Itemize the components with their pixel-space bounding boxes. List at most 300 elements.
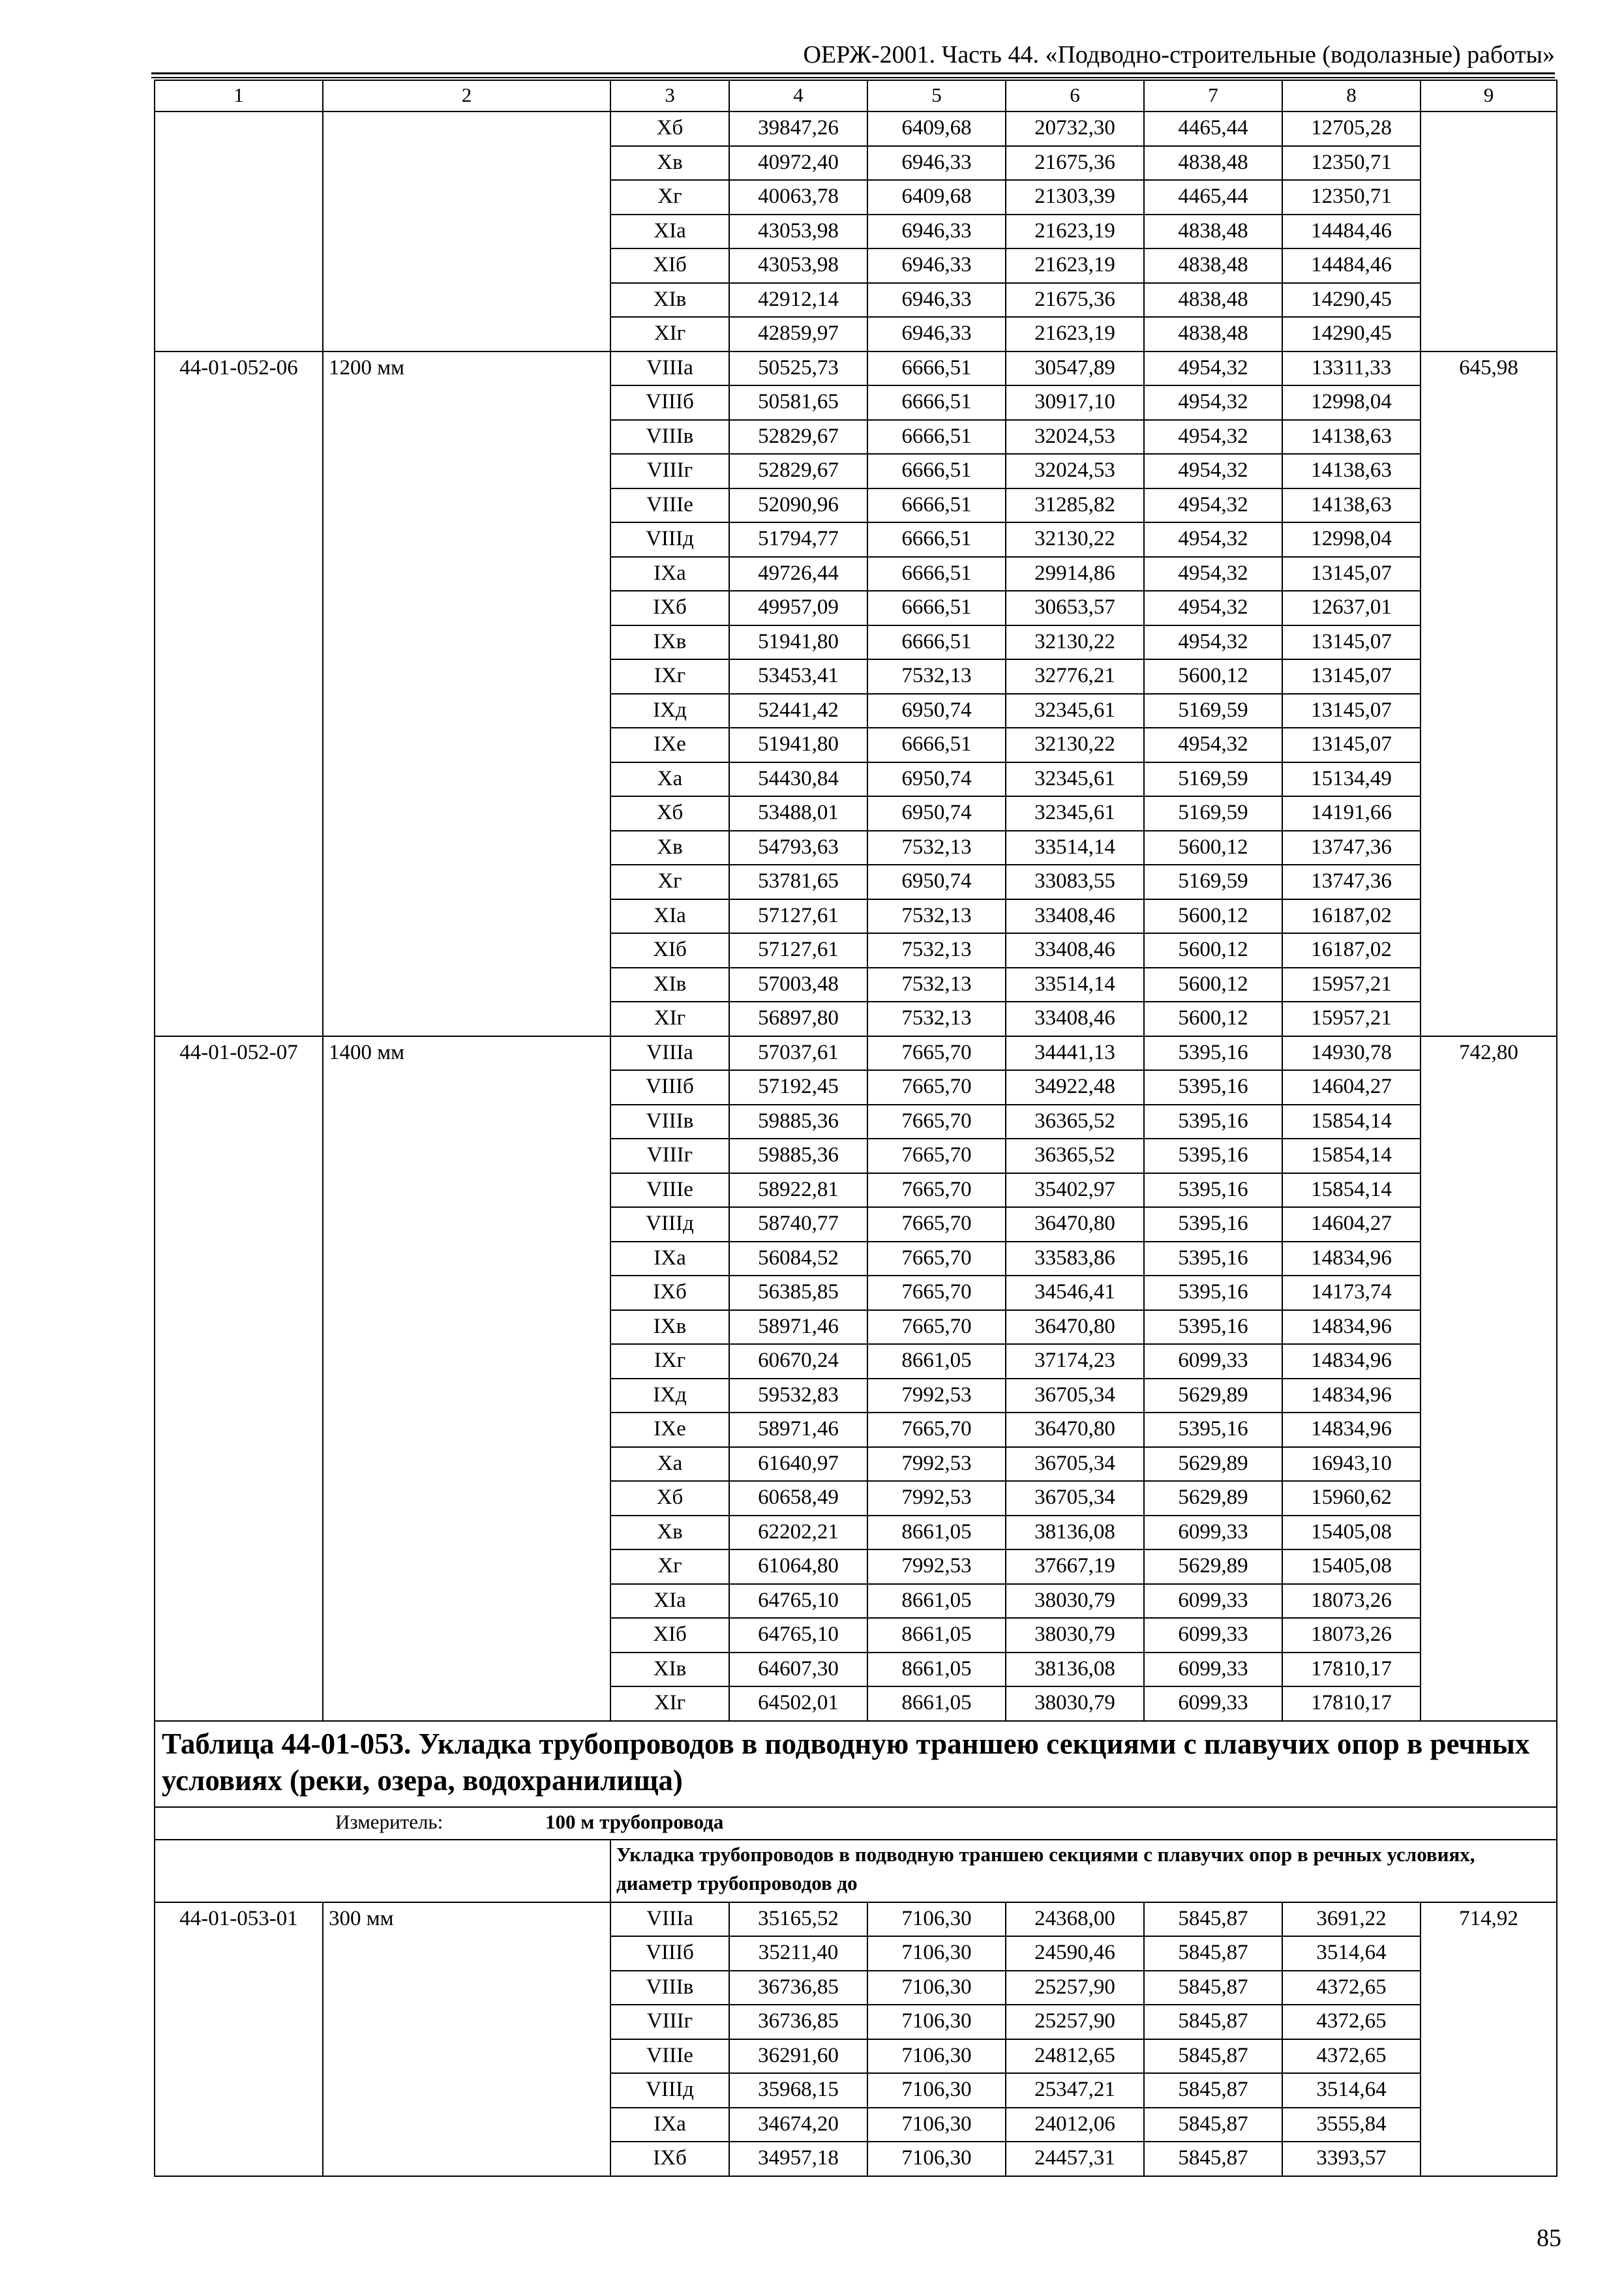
value-cell: 4372,65	[1282, 2005, 1421, 2039]
value-cell: 33408,46	[1006, 933, 1144, 968]
header-rule	[151, 72, 1555, 74]
value-cell: 4465,44	[1144, 112, 1282, 146]
category-cell: IХа	[610, 2108, 729, 2142]
category-cell: Хб	[610, 796, 729, 831]
value-cell: 53488,01	[729, 796, 867, 831]
value-cell: 30547,89	[1006, 352, 1144, 386]
value-cell: 60658,49	[729, 1481, 867, 1516]
value-cell: 14290,45	[1282, 283, 1421, 318]
value-cell: 36365,52	[1006, 1139, 1144, 1173]
value-cell: 15960,62	[1282, 1481, 1421, 1516]
category-cell: VIIIд	[610, 522, 729, 557]
value-cell: 15405,08	[1282, 1516, 1421, 1550]
value-cell: 32130,22	[1006, 728, 1144, 762]
value-cell: 21675,36	[1006, 283, 1144, 318]
value-cell: 6099,33	[1144, 1344, 1282, 1379]
column-number: 6	[1006, 80, 1144, 112]
value-cell: 5395,16	[1144, 1207, 1282, 1242]
value-cell: 14834,96	[1282, 1379, 1421, 1413]
value-cell: 33408,46	[1006, 1002, 1144, 1036]
category-cell: VIIIе	[610, 2039, 729, 2074]
category-cell: Хг	[610, 1549, 729, 1584]
description-spacer	[155, 1840, 610, 1902]
extra-value: 714,92	[1421, 1902, 1557, 2176]
value-cell: 38136,08	[1006, 1516, 1144, 1550]
value-cell: 51941,80	[729, 728, 867, 762]
value-cell: 59885,36	[729, 1105, 867, 1139]
value-cell: 7992,53	[867, 1379, 1006, 1413]
value-cell: 14191,66	[1282, 796, 1421, 831]
value-cell: 6099,33	[1144, 1584, 1282, 1619]
table-row	[155, 352, 1557, 386]
value-cell: 7106,30	[867, 2005, 1006, 2039]
category-cell: XIб	[610, 248, 729, 283]
value-cell: 18073,26	[1282, 1584, 1421, 1619]
value-cell: 5845,87	[1144, 2073, 1282, 2108]
value-cell: 4954,32	[1144, 385, 1282, 420]
value-cell: 60670,24	[729, 1344, 867, 1379]
value-cell: 3555,84	[1282, 2108, 1421, 2142]
category-cell: XIв	[610, 1653, 729, 1687]
value-cell: 13145,07	[1282, 728, 1421, 762]
value-cell: 7106,30	[867, 2108, 1006, 2142]
category-cell: IХв	[610, 1310, 729, 1345]
category-cell: VIIIг	[610, 2005, 729, 2039]
category-cell: XIб	[610, 933, 729, 968]
value-cell: 5600,12	[1144, 899, 1282, 934]
value-cell: 7532,13	[867, 968, 1006, 1002]
value-cell: 14484,46	[1282, 215, 1421, 249]
category-cell: VIIIе	[610, 1173, 729, 1208]
value-cell: 6666,51	[867, 385, 1006, 420]
category-cell: IХг	[610, 1344, 729, 1379]
value-cell: 59885,36	[729, 1139, 867, 1173]
category-cell: VIIIд	[610, 1207, 729, 1242]
value-cell: 34674,20	[729, 2108, 867, 2142]
value-cell: 5845,87	[1144, 2108, 1282, 2142]
category-cell: VIIIа	[610, 352, 729, 386]
value-cell: 8661,05	[867, 1344, 1006, 1379]
category-cell: IХг	[610, 659, 729, 694]
category-cell: XIв	[610, 283, 729, 318]
category-cell: IХб	[610, 2142, 729, 2176]
value-cell: 33514,14	[1006, 968, 1144, 1002]
value-cell: 7106,30	[867, 2039, 1006, 2074]
value-cell: 12350,71	[1282, 180, 1421, 215]
value-cell: 5169,59	[1144, 865, 1282, 899]
value-cell: 5600,12	[1144, 831, 1282, 865]
value-cell: 31285,82	[1006, 488, 1144, 523]
value-cell: 33408,46	[1006, 899, 1144, 934]
measure-label: Измеритель:	[335, 1810, 444, 1833]
value-cell: 42912,14	[729, 283, 867, 318]
value-cell: 6099,33	[1144, 1618, 1282, 1653]
value-cell: 32130,22	[1006, 522, 1144, 557]
value-cell: 17810,17	[1282, 1686, 1421, 1721]
column-number: 3	[610, 80, 729, 112]
value-cell: 56385,85	[729, 1276, 867, 1310]
value-cell: 15957,21	[1282, 1002, 1421, 1036]
value-cell: 64765,10	[729, 1584, 867, 1619]
value-cell: 57127,61	[729, 933, 867, 968]
pipe-diameter-cont	[323, 112, 610, 352]
value-cell: 14138,63	[1282, 488, 1421, 523]
description-row	[155, 1840, 1557, 1902]
value-cell: 5845,87	[1144, 1971, 1282, 2005]
value-cell: 57003,48	[729, 968, 867, 1002]
value-cell: 7106,30	[867, 2073, 1006, 2108]
value-cell: 7106,30	[867, 1936, 1006, 1971]
value-cell: 38030,79	[1006, 1618, 1144, 1653]
value-cell: 7665,70	[867, 1310, 1006, 1345]
value-cell: 7532,13	[867, 933, 1006, 968]
value-cell: 15854,14	[1282, 1105, 1421, 1139]
value-cell: 4954,32	[1144, 557, 1282, 591]
category-cell: VIIIв	[610, 1105, 729, 1139]
value-cell: 13145,07	[1282, 659, 1421, 694]
value-cell: 21623,19	[1006, 248, 1144, 283]
value-cell: 4838,48	[1144, 146, 1282, 181]
category-cell: IХд	[610, 1379, 729, 1413]
value-cell: 8661,05	[867, 1686, 1006, 1721]
value-cell: 21623,19	[1006, 215, 1144, 249]
value-cell: 56897,80	[729, 1002, 867, 1036]
value-cell: 24012,06	[1006, 2108, 1144, 2142]
value-cell: 33083,55	[1006, 865, 1144, 899]
value-cell: 5845,87	[1144, 2005, 1282, 2039]
running-header: ОЕРЖ-2001. Часть 44. «Подводно-строительные (водолазные) работы»	[803, 41, 1555, 68]
value-cell: 13747,36	[1282, 865, 1421, 899]
value-cell: 35211,40	[729, 1936, 867, 1971]
value-cell: 6666,51	[867, 488, 1006, 523]
value-cell: 58971,46	[729, 1413, 867, 1447]
value-cell: 5629,89	[1144, 1379, 1282, 1413]
value-cell: 43053,98	[729, 215, 867, 249]
value-cell: 7532,13	[867, 659, 1006, 694]
value-cell: 53781,65	[729, 865, 867, 899]
value-cell: 3514,64	[1282, 1936, 1421, 1971]
value-cell: 7992,53	[867, 1447, 1006, 1482]
value-cell: 8661,05	[867, 1516, 1006, 1550]
value-cell: 6946,33	[867, 146, 1006, 181]
value-cell: 24457,31	[1006, 2142, 1144, 2176]
column-number: 8	[1282, 80, 1421, 112]
value-cell: 4465,44	[1144, 180, 1282, 215]
category-cell: VIIIб	[610, 385, 729, 420]
value-cell: 58922,81	[729, 1173, 867, 1208]
category-cell: Хв	[610, 831, 729, 865]
value-cell: 37174,23	[1006, 1344, 1144, 1379]
value-cell: 21675,36	[1006, 146, 1144, 181]
measure-cell	[155, 1807, 1557, 1840]
value-cell: 52829,67	[729, 420, 867, 455]
value-cell: 6666,51	[867, 454, 1006, 488]
column-number: 1	[155, 80, 323, 112]
value-cell: 7665,70	[867, 1105, 1006, 1139]
value-cell: 56084,52	[729, 1242, 867, 1276]
value-cell: 6666,51	[867, 728, 1006, 762]
value-cell: 5169,59	[1144, 762, 1282, 797]
value-cell: 42859,97	[729, 317, 867, 352]
value-cell: 57127,61	[729, 899, 867, 934]
table-row	[155, 112, 1557, 146]
category-cell: VIIIг	[610, 454, 729, 488]
value-cell: 15134,49	[1282, 762, 1421, 797]
value-cell: 7106,30	[867, 1902, 1006, 1937]
value-cell: 5395,16	[1144, 1173, 1282, 1208]
value-cell: 24590,46	[1006, 1936, 1144, 1971]
value-cell: 36705,34	[1006, 1481, 1144, 1516]
value-cell: 7665,70	[867, 1276, 1006, 1310]
rate-code: 44-01-052-07	[155, 1036, 323, 1721]
value-cell: 6666,51	[867, 352, 1006, 386]
value-cell: 20732,30	[1006, 112, 1144, 146]
value-cell: 4838,48	[1144, 215, 1282, 249]
value-cell: 43053,98	[729, 248, 867, 283]
value-cell: 7532,13	[867, 899, 1006, 934]
value-cell: 61064,80	[729, 1549, 867, 1584]
value-cell: 54430,84	[729, 762, 867, 797]
value-cell: 4838,48	[1144, 317, 1282, 352]
value-cell: 6950,74	[867, 694, 1006, 728]
value-cell: 38136,08	[1006, 1653, 1144, 1687]
value-cell: 5600,12	[1144, 659, 1282, 694]
value-cell: 51794,77	[729, 522, 867, 557]
category-cell: Хб	[610, 112, 729, 146]
category-cell: XIа	[610, 215, 729, 249]
value-cell: 32130,22	[1006, 625, 1144, 660]
value-cell: 3691,22	[1282, 1902, 1421, 1937]
category-cell: VIIIд	[610, 2073, 729, 2108]
value-cell: 5629,89	[1144, 1447, 1282, 1482]
value-cell: 38030,79	[1006, 1686, 1144, 1721]
value-cell: 36365,52	[1006, 1105, 1144, 1139]
value-cell: 37667,19	[1006, 1549, 1144, 1584]
value-cell: 7106,30	[867, 2142, 1006, 2176]
value-cell: 5600,12	[1144, 968, 1282, 1002]
category-cell: IХа	[610, 557, 729, 591]
value-cell: 5395,16	[1144, 1242, 1282, 1276]
value-cell: 32345,61	[1006, 694, 1144, 728]
category-cell: Хг	[610, 180, 729, 215]
header-rule-thin	[151, 77, 1555, 78]
value-cell: 3514,64	[1282, 2073, 1421, 2108]
value-cell: 15405,08	[1282, 1549, 1421, 1584]
category-cell: VIIIг	[610, 1139, 729, 1173]
rate-code: 44-01-052-06	[155, 352, 323, 1036]
value-cell: 36470,80	[1006, 1413, 1144, 1447]
value-cell: 58971,46	[729, 1310, 867, 1345]
value-cell: 6946,33	[867, 215, 1006, 249]
value-cell: 14834,96	[1282, 1344, 1421, 1379]
measure-row	[155, 1807, 1557, 1840]
value-cell: 5600,12	[1144, 1002, 1282, 1036]
value-cell: 32776,21	[1006, 659, 1144, 694]
value-cell: 6950,74	[867, 762, 1006, 797]
rate-code: 44-01-053-01	[155, 1902, 323, 2176]
value-cell: 18073,26	[1282, 1618, 1421, 1653]
value-cell: 15854,14	[1282, 1173, 1421, 1208]
value-cell: 5169,59	[1144, 694, 1282, 728]
value-cell: 12998,04	[1282, 522, 1421, 557]
value-cell: 14173,74	[1282, 1276, 1421, 1310]
value-cell: 14484,46	[1282, 248, 1421, 283]
category-cell: IХе	[610, 1413, 729, 1447]
value-cell: 36736,85	[729, 2005, 867, 2039]
value-cell: 35165,52	[729, 1902, 867, 1937]
value-cell: 6666,51	[867, 557, 1006, 591]
value-cell: 32024,53	[1006, 454, 1144, 488]
column-number: 9	[1421, 80, 1557, 112]
table-title: Таблица 44-01-053. Укладка трубопроводов в подводную траншею секциями с плавучих опор в речных условиях (реки, озера, водохранилища)	[155, 1721, 1557, 1807]
value-cell: 49726,44	[729, 557, 867, 591]
value-cell: 25257,90	[1006, 1971, 1144, 2005]
value-cell: 32345,61	[1006, 796, 1144, 831]
value-cell: 6946,33	[867, 248, 1006, 283]
value-cell: 53453,41	[729, 659, 867, 694]
value-cell: 6666,51	[867, 591, 1006, 625]
value-cell: 4372,65	[1282, 2039, 1421, 2074]
category-cell: Хв	[610, 1516, 729, 1550]
value-cell: 5395,16	[1144, 1413, 1282, 1447]
value-cell: 7665,70	[867, 1413, 1006, 1447]
category-cell: XIг	[610, 1686, 729, 1721]
value-cell: 4954,32	[1144, 728, 1282, 762]
table-row	[155, 1902, 1557, 1937]
value-cell: 6099,33	[1144, 1516, 1282, 1550]
extra-value: 742,80	[1421, 1036, 1557, 1721]
value-cell: 4954,32	[1144, 488, 1282, 523]
measure-value: 100 м трубопровода	[545, 1810, 724, 1833]
value-cell: 8661,05	[867, 1618, 1006, 1653]
value-cell: 6099,33	[1144, 1686, 1282, 1721]
value-cell: 36705,34	[1006, 1447, 1144, 1482]
value-cell: 36291,60	[729, 2039, 867, 2074]
value-cell: 12637,01	[1282, 591, 1421, 625]
pipe-diameter: 1400 мм	[323, 1036, 610, 1721]
value-cell: 4954,32	[1144, 420, 1282, 455]
value-cell: 64502,01	[729, 1686, 867, 1721]
value-cell: 24368,00	[1006, 1902, 1144, 1937]
category-cell: IХб	[610, 1276, 729, 1310]
category-cell: VIIIб	[610, 1936, 729, 1971]
value-cell: 49957,09	[729, 591, 867, 625]
category-cell: XIа	[610, 899, 729, 934]
value-cell: 36705,34	[1006, 1379, 1144, 1413]
value-cell: 4954,32	[1144, 625, 1282, 660]
value-cell: 5845,87	[1144, 1902, 1282, 1937]
value-cell: 14290,45	[1282, 317, 1421, 352]
category-cell: IХб	[610, 591, 729, 625]
value-cell: 35968,15	[729, 2073, 867, 2108]
page-number: 85	[1537, 2224, 1561, 2252]
value-cell: 52090,96	[729, 488, 867, 523]
value-cell: 36470,80	[1006, 1310, 1144, 1345]
value-cell: 38030,79	[1006, 1584, 1144, 1619]
value-cell: 6666,51	[867, 522, 1006, 557]
value-cell: 50581,65	[729, 385, 867, 420]
value-cell: 14604,27	[1282, 1070, 1421, 1105]
value-cell: 36470,80	[1006, 1207, 1144, 1242]
value-cell: 14930,78	[1282, 1036, 1421, 1071]
value-cell: 15854,14	[1282, 1139, 1421, 1173]
value-cell: 6099,33	[1144, 1653, 1282, 1687]
value-cell: 57192,45	[729, 1070, 867, 1105]
category-cell: VIIIа	[610, 1036, 729, 1071]
value-cell: 6946,33	[867, 283, 1006, 318]
value-cell: 12705,28	[1282, 112, 1421, 146]
value-cell: 6666,51	[867, 420, 1006, 455]
value-cell: 4838,48	[1144, 248, 1282, 283]
value-cell: 62202,21	[729, 1516, 867, 1550]
value-cell: 5629,89	[1144, 1549, 1282, 1584]
value-cell: 4838,48	[1144, 283, 1282, 318]
value-cell: 12998,04	[1282, 385, 1421, 420]
value-cell: 7532,13	[867, 831, 1006, 865]
value-cell: 64607,30	[729, 1653, 867, 1687]
work-description: Укладка трубопроводов в подводную траншею секциями с плавучих опор в речных условиях, диаметр трубопроводов до	[610, 1840, 1557, 1902]
value-cell: 5845,87	[1144, 2142, 1282, 2176]
pipe-diameter: 1200 мм	[323, 352, 610, 1036]
value-cell: 34957,18	[729, 2142, 867, 2176]
value-cell: 6946,33	[867, 317, 1006, 352]
value-cell: 5845,87	[1144, 2039, 1282, 2074]
value-cell: 35402,97	[1006, 1173, 1144, 1208]
value-cell: 16187,02	[1282, 933, 1421, 968]
category-cell: VIIIв	[610, 420, 729, 455]
value-cell: 15957,21	[1282, 968, 1421, 1002]
category-cell: VIIIа	[610, 1902, 729, 1937]
value-cell: 59532,83	[729, 1379, 867, 1413]
value-cell: 8661,05	[867, 1653, 1006, 1687]
value-cell: 24812,65	[1006, 2039, 1144, 2074]
value-cell: 13145,07	[1282, 625, 1421, 660]
value-cell: 64765,10	[729, 1618, 867, 1653]
value-cell: 7665,70	[867, 1036, 1006, 1071]
column-number: 7	[1144, 80, 1282, 112]
value-cell: 25347,21	[1006, 2073, 1144, 2108]
column-number: 2	[323, 80, 610, 112]
category-cell: Ха	[610, 762, 729, 797]
category-cell: IХд	[610, 694, 729, 728]
value-cell: 12350,71	[1282, 146, 1421, 181]
value-cell: 5395,16	[1144, 1070, 1282, 1105]
value-cell: 5629,89	[1144, 1481, 1282, 1516]
value-cell: 6409,68	[867, 180, 1006, 215]
rate-code-cont	[155, 112, 323, 352]
value-cell: 14834,96	[1282, 1310, 1421, 1345]
value-cell: 54793,63	[729, 831, 867, 865]
value-cell: 5395,16	[1144, 1139, 1282, 1173]
value-cell: 7532,13	[867, 1002, 1006, 1036]
value-cell: 6950,74	[867, 865, 1006, 899]
value-cell: 13145,07	[1282, 557, 1421, 591]
value-cell: 40972,40	[729, 146, 867, 181]
value-cell: 7665,70	[867, 1070, 1006, 1105]
value-cell: 33583,86	[1006, 1242, 1144, 1276]
value-cell: 5845,87	[1144, 1936, 1282, 1971]
value-cell: 36736,85	[729, 1971, 867, 2005]
category-cell: Хв	[610, 146, 729, 181]
extra-value-cont	[1421, 112, 1557, 352]
value-cell: 4372,65	[1282, 1971, 1421, 2005]
value-cell: 32345,61	[1006, 762, 1144, 797]
value-cell: 5395,16	[1144, 1276, 1282, 1310]
value-cell: 14834,96	[1282, 1242, 1421, 1276]
category-cell: Ха	[610, 1447, 729, 1482]
category-cell: IХв	[610, 625, 729, 660]
value-cell: 57037,61	[729, 1036, 867, 1071]
